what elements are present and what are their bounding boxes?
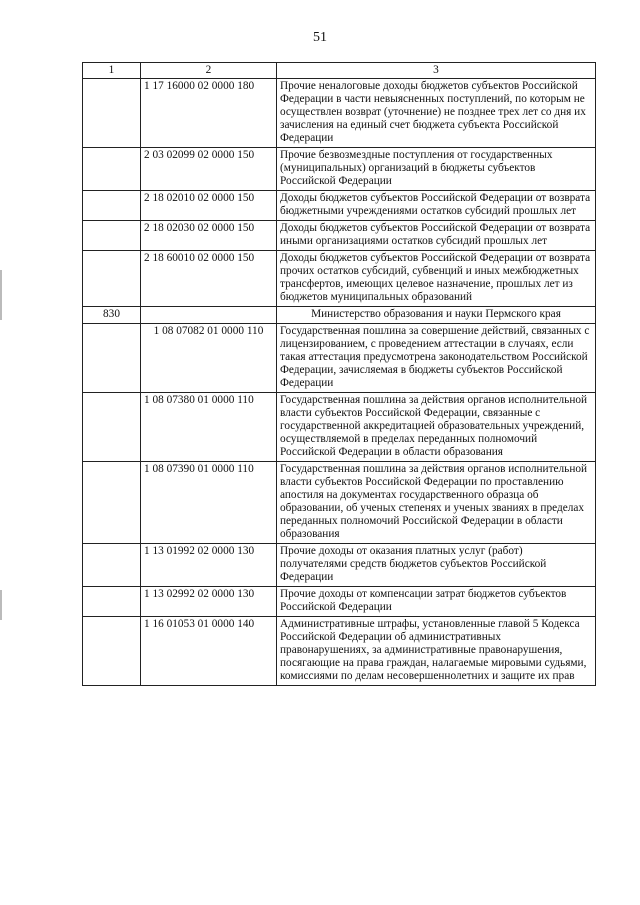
ministry-name-cell: Министерство образования и науки Пермского края — [277, 307, 596, 324]
table-row — [83, 251, 596, 307]
income-name-cell: Прочие доходы от оказания платных услуг (работ) получателями средств бюджетов субъектов Российской Федерации — [277, 544, 596, 587]
income-code-cell: 1 08 07380 01 0000 110 — [141, 393, 277, 462]
admin-code-cell — [83, 251, 141, 307]
income-name-cell: Доходы бюджетов субъектов Российской Федерации от возврата прочих остатков субсидий, субвенций и иных межбюджетных трансфертов, имеющих целевое назначение, прошлых лет из бюджетов муниципальных образований — [277, 251, 596, 307]
scan-margin-mark — [0, 270, 2, 320]
income-name-cell: Прочие безвозмездные поступления от государственных (муниципальных) организаций в бюджеты субъектов Российской Федерации — [277, 148, 596, 191]
page-number: 51 — [313, 30, 327, 45]
table-row — [83, 617, 596, 686]
table-row — [83, 462, 596, 544]
admin-code-cell — [83, 79, 141, 148]
income-name-cell: Государственная пошлина за совершение действий, связанных с лицензированием, с проведением аттестации в случаях, если такая аттестация предусмотрена законодательством Российской Федерации, зачисляемая в бюджеты субъектов Российской Федерации — [277, 324, 596, 393]
income-name-cell: Государственная пошлина за действия органов исполнительной власти субъектов Российской Федерации по проставлению апостиля на документах государственного образца об образовании, об ученых степенях и ученых званиях в пределах переданных полномочий Российской Федерации в области образования — [277, 462, 596, 544]
income-code-cell: 1 13 02992 02 0000 130 — [141, 587, 277, 617]
table-row — [83, 324, 596, 393]
income-name-cell: Административные штрафы, установленные главой 5 Кодекса Российской Федерации об административных правонарушениях, за административные правонарушения, посягающие на права граждан, налагаемые мировыми судьями, комиссиями по делам несовершеннолетних и защите их прав — [277, 617, 596, 686]
income-code-cell: 1 13 01992 02 0000 130 — [141, 544, 277, 587]
income-name-cell: Доходы бюджетов субъектов Российской Федерации от возврата бюджетными учреждениями остатков субсидий прошлых лет — [277, 191, 596, 221]
income-code-cell: 2 18 02010 02 0000 150 — [141, 191, 277, 221]
admin-code-cell — [83, 148, 141, 191]
income-code-cell: 1 16 01053 01 0000 140 — [141, 617, 277, 686]
income-code-cell: 2 03 02099 02 0000 150 — [141, 148, 277, 191]
income-code-cell: 1 08 07390 01 0000 110 — [141, 462, 277, 544]
income-name-cell: Прочие доходы от компенсации затрат бюджетов субъектов Российской Федерации — [277, 587, 596, 617]
table-header-row — [83, 63, 596, 79]
admin-code-cell — [83, 221, 141, 251]
table-row — [83, 191, 596, 221]
income-code-cell: 1 17 16000 02 0000 180 — [141, 79, 277, 148]
table-row — [83, 79, 596, 148]
admin-code-cell — [83, 324, 141, 393]
header-col-1: 1 — [83, 63, 141, 79]
table-row — [83, 544, 596, 587]
income-code-cell: 2 18 02030 02 0000 150 — [141, 221, 277, 251]
table-row — [83, 148, 596, 191]
ministry-row — [83, 307, 596, 324]
table-row — [83, 393, 596, 462]
income-name-cell: Доходы бюджетов субъектов Российской Федерации от возврата иными организациями остатков субсидий прошлых лет — [277, 221, 596, 251]
header-col-3: 3 — [277, 63, 596, 79]
table-row — [83, 587, 596, 617]
admin-code-cell — [83, 617, 141, 686]
income-code-cell: 1 08 07082 01 0000 110 — [141, 324, 277, 393]
income-name-cell: Прочие неналоговые доходы бюджетов субъектов Российской Федерации в части невыясненных поступлений, по которым не осуществлен возврат (уточнение) не позднее трех лет со дня их зачисления на единый счет бюджета субъекта Российской Федерации — [277, 79, 596, 148]
scan-margin-mark — [0, 590, 2, 620]
table-row — [83, 221, 596, 251]
admin-code-cell: 830 — [83, 307, 141, 324]
admin-code-cell — [83, 191, 141, 221]
income-name-cell: Государственная пошлина за действия органов исполнительной власти субъектов Российской Федерации, связанные с государственной аккредитацией образовательных учреждений, осуществляемой в пределах переданных полномочий Российской Федерации в области образования — [277, 393, 596, 462]
income-code-cell: 2 18 60010 02 0000 150 — [141, 251, 277, 307]
income-code-cell — [141, 307, 277, 324]
admin-code-cell — [83, 587, 141, 617]
admin-code-cell — [83, 462, 141, 544]
admin-code-cell — [83, 393, 141, 462]
admin-code-cell — [83, 544, 141, 587]
header-col-2: 2 — [141, 63, 277, 79]
income-codes-table — [82, 62, 596, 686]
